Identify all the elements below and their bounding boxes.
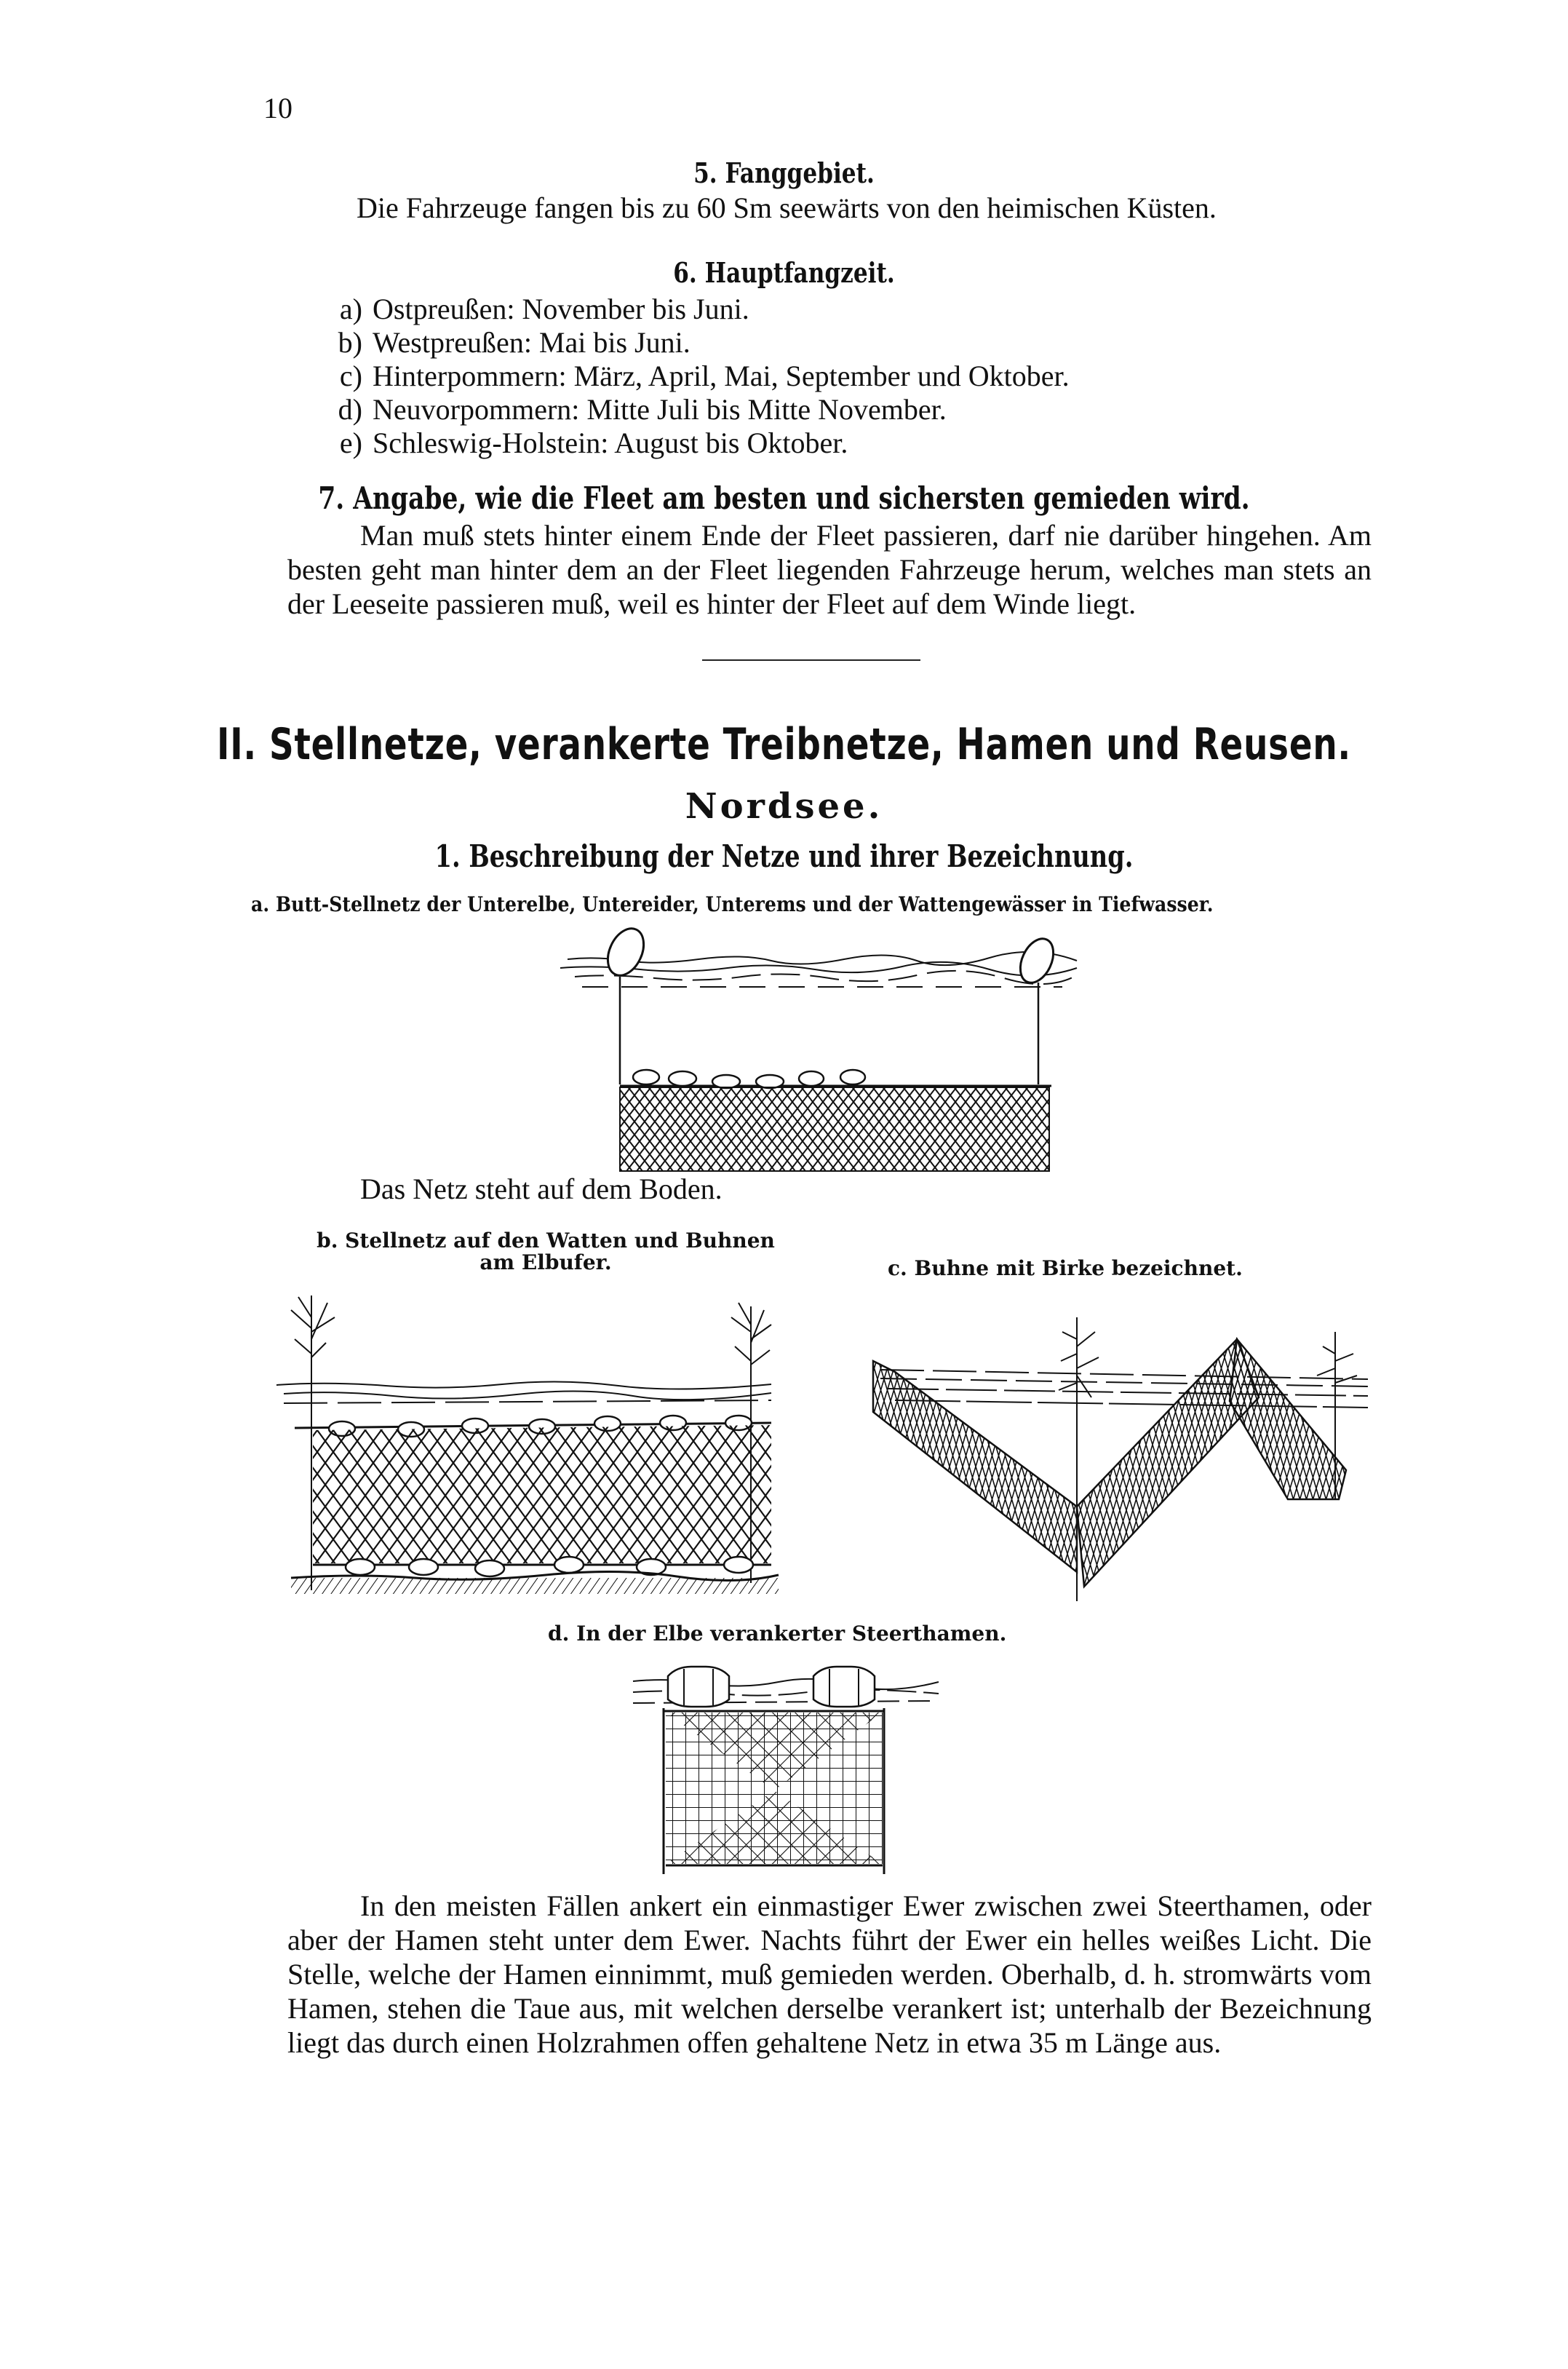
figure-a-illustration	[553, 932, 1084, 1172]
page-number: 10	[263, 92, 292, 124]
list-item-text: Schleswig-Holstein: August bis Oktober.	[373, 426, 848, 459]
chapter-2-heading: II. Stellnetze, verankerte Treibnetze, Hamen und Reusen.	[216, 719, 1352, 770]
section-7-paragraph	[287, 518, 1372, 621]
figure-b-caption	[287, 1230, 804, 1274]
list-marker: a)	[339, 293, 362, 325]
subsection-1	[0, 838, 1568, 874]
figure-c-illustration	[851, 1303, 1375, 1601]
figure-b-caption-line2: am Elbufer.	[479, 1250, 612, 1274]
figure-a-caption: a. Butt-Stellnetz der Unterelbe, Untereider, Unterems und der Wattengewässer in Tiefwasser.	[251, 892, 1214, 916]
figure-a-note: Das Netz steht auf dem Boden.	[360, 1172, 723, 1205]
closing-paragraph-text: In den meisten Fällen ankert ein einmastiger Ewer zwischen zwei Steerthamen, oder aber der Hamen steht unter dem Ewer. Nachts führt der Ewer ein helles weißes Licht. Die Stelle, welche der Hamen einnimmt, muß gemieden werden. Oberhalb, d. h. stromwärts vom Hamen, stehen die Taue aus, mit welchen derselbe verankert ist; unterhalb der Bezeichnung liegt das durch einen Holzrahmen offen gehaltene Netz in etwa 35 m Länge aus.	[287, 1889, 1372, 2059]
section-6-heading: 6. Hauptfangzeit.	[673, 256, 895, 289]
section-7-text: Man muß stets hinter einem Ende der Fleet passieren, darf nie darüber hingehen. Am besten geht man hinter dem an der Fleet liegenden Fahrzeuge herum, welches man stets an der Leeseite passieren muß, weil es hinter der Fleet auf dem Winde liegt.	[287, 519, 1372, 620]
section-7	[0, 480, 1568, 516]
chapter-2	[0, 719, 1568, 770]
list-marker: c)	[339, 360, 362, 392]
list-marker: e)	[339, 426, 362, 459]
region	[0, 786, 1568, 827]
list-item-text: Hinterpommern: März, April, Mai, September und Oktober.	[373, 360, 1070, 392]
section-6-list	[320, 293, 1070, 460]
list-item	[320, 393, 1070, 426]
list-marker: b)	[338, 326, 362, 359]
closing-paragraph	[287, 1889, 1372, 2060]
section-divider	[702, 659, 920, 661]
list-item-text: Ostpreußen: November bis Juni.	[373, 293, 749, 325]
section-5-text: Die Fahrzeuge fangen bis zu 60 Sm seewärts von den heimischen Küsten.	[357, 191, 1217, 224]
list-item	[320, 426, 1070, 460]
list-item	[320, 360, 1070, 393]
section-6	[0, 256, 1568, 289]
section-5	[0, 156, 1568, 189]
list-item	[320, 326, 1070, 360]
list-marker: d)	[338, 393, 362, 426]
figure-b-illustration	[269, 1288, 779, 1594]
subsection-1-heading: 1. Beschreibung der Netze und ihrer Bezeichnung.	[434, 838, 1134, 874]
list-item	[320, 293, 1070, 326]
region-heading: Nordsee.	[685, 786, 883, 827]
section-5-heading: 5. Fanggebiet.	[693, 156, 875, 189]
section-7-heading: 7. Angabe, wie die Fleet am besten und sichersten gemieden wird.	[318, 480, 1250, 516]
figure-b-caption-line1: b. Stellnetz auf den Watten und Buhnen	[317, 1229, 775, 1253]
list-item-text: Neuvorpommern: Mitte Juli bis Mitte November.	[373, 393, 947, 426]
figure-d-illustration	[633, 1663, 939, 1874]
list-item-text: Westpreußen: Mai bis Juni.	[373, 326, 691, 359]
figure-d-caption: d. In der Elbe verankerter Steerthamen.	[548, 1622, 1007, 1646]
figure-c-caption: c. Buhne mit Birke bezeichnet.	[888, 1256, 1243, 1280]
